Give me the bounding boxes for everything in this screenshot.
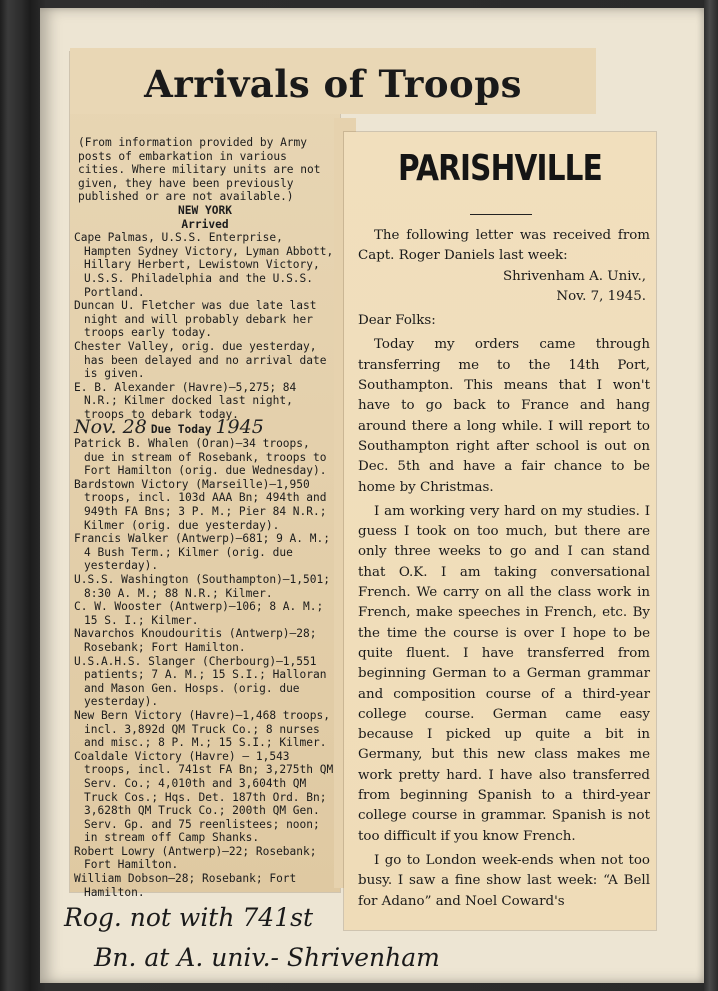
arrivals-column xyxy=(74,136,336,899)
handwritten-note xyxy=(64,898,624,978)
title-rule xyxy=(470,214,532,215)
due-entry: New Bern Victory (Havre)—1,468 troops, incl. 3,892d QM Truck Co.; 8 nurses and misc.; 8 P. M.; 15 S.I.; Kilmer. xyxy=(74,708,330,750)
due-entry: Francis Walker (Antwerp)—681; 9 A. M.; 4 Bush Term.; Kilmer (orig. due yesterday). xyxy=(74,532,330,573)
page-edge xyxy=(704,0,718,991)
due-today-heading xyxy=(74,416,336,439)
letter-column xyxy=(358,226,650,912)
due-entry: Robert Lowry (Antwerp)—22; Rosebank; Fort Hamilton. xyxy=(74,844,317,872)
handwritten-date: Nov. 28 xyxy=(74,416,147,439)
handwritten-note-line: Rog. not with 741st xyxy=(64,903,313,932)
letter-place: Shrivenham A. Univ., xyxy=(502,268,646,284)
arrivals-intro: (From information provided by Army posts of embarkation in various cities. Where military units are not given, they have been previously published or are not available.) xyxy=(78,136,321,204)
parishville-title: PARISHVILLE xyxy=(397,148,603,189)
letter-paragraph: Today my orders came through transferring me to the 14th Port, Southampton. This means that I won't have to go back to France and hang around there a long while. I will report to Southampton right after school is out on Dec. 5th and have a fair chance to be home by Christmas. xyxy=(358,337,650,495)
handwritten-note-line: Bn. at A. univ.- Shrivenham xyxy=(94,943,440,972)
arrived-entry: E. B. Alexander (Havre)—5,275; 84 N.R.; Kilmer docked last night, troops to debark today. xyxy=(74,380,297,421)
due-entry: U.S.S. Washington (Southampton)—1,501; 8:30 A. M.; 88 N.R.; Kilmer. xyxy=(74,573,330,600)
due-entry: Patrick B. Whalen (Oran)—34 troops, due in stream of Rosebank, troops to Fort Hamilton (orig. due Wednesday). xyxy=(74,437,327,478)
due-today-label: Due Today xyxy=(150,423,212,437)
due-entry: C. W. Wooster (Antwerp)—106; 8 A. M.; 15 S. I.; Kilmer. xyxy=(74,600,324,627)
city-heading: NEW YORK xyxy=(178,203,232,217)
due-entry: Bardstown Victory (Marseille)—1,950 troops, incl. 103d AAA Bn; 494th and 949th FA Bns; 3 P. M.; Pier 84 N.R.; Kilmer (orig. due yesterday). xyxy=(74,477,327,532)
handwritten-year: 1945 xyxy=(215,416,264,439)
arrived-entry: Duncan U. Fletcher was due late last night and will probably debark her troops early today. xyxy=(74,299,317,340)
arrived-entry: Cape Palmas, U.S.S. Enterprise, Hampten Sydney Victory, Lyman Abbott, Hillary Herbert, Lewistown Victory, U.S.S. Philadelphia and the U.S.S. Portland. xyxy=(74,231,334,299)
letter-paragraph: I am working very hard on my studies. I guess I took on too much, but there are only three weeks to go and I can stand that O.K. I am taking conversational French. We carry on all the class work in French, make speeches in French, etc. By the time the course is over I hope to be quite fluent. I have transferred from beginning German to a German grammar and composition course of a third-year college course. German came easy because I picked up quite a bit in Germany, but this new class makes me work pretty hard. I have also transferred from beginning Spanish to a third-year college course in grammar. Spanish is not too difficult if you know French. xyxy=(358,503,650,844)
letter-salutation: Dear Folks: xyxy=(358,313,436,329)
letter-date: Nov. 7, 1945. xyxy=(556,288,646,304)
due-entry: Navarchos Knoudouritis (Antwerp)—28; Rosebank; Fort Hamilton. xyxy=(74,627,317,654)
arrived-heading: Arrived xyxy=(181,217,229,231)
due-entry: Coaldale Victory (Havre) — 1,543 troops, incl. 741st FA Bn; 3,275th QM Serv. Co.; 4,010th and 3,604th QM Truck Cos.; Hqs. Det. 187th Ord. Bn; 3,628th QM Truck Co.; 200th QM Gen. Serv. Gp. and 75 reenlistees; noon; in stream off Camp Shanks. xyxy=(74,749,334,845)
letter-intro: The following letter was received from Capt. Roger Daniels last week: xyxy=(358,228,650,264)
due-entry: William Dobson—28; Rosebank; Fort Hamilton. xyxy=(74,872,297,899)
arrived-entry: Chester Valley, orig. due yesterday, has been delayed and no arrival date is given. xyxy=(74,339,327,381)
due-entry: U.S.A.H.S. Slanger (Cherbourg)—1,551 patients; 7 A. M.; 15 S.I.; Halloran and Mason Gen. Hosps. (orig. due yesterday). xyxy=(74,654,327,709)
letter-paragraph: I go to London week-ends when not too busy. I saw a fine show last week: “A Bell for Adano” and Noel Coward's xyxy=(358,852,650,909)
arrivals-headline: Arrivals of Troops xyxy=(144,62,522,106)
